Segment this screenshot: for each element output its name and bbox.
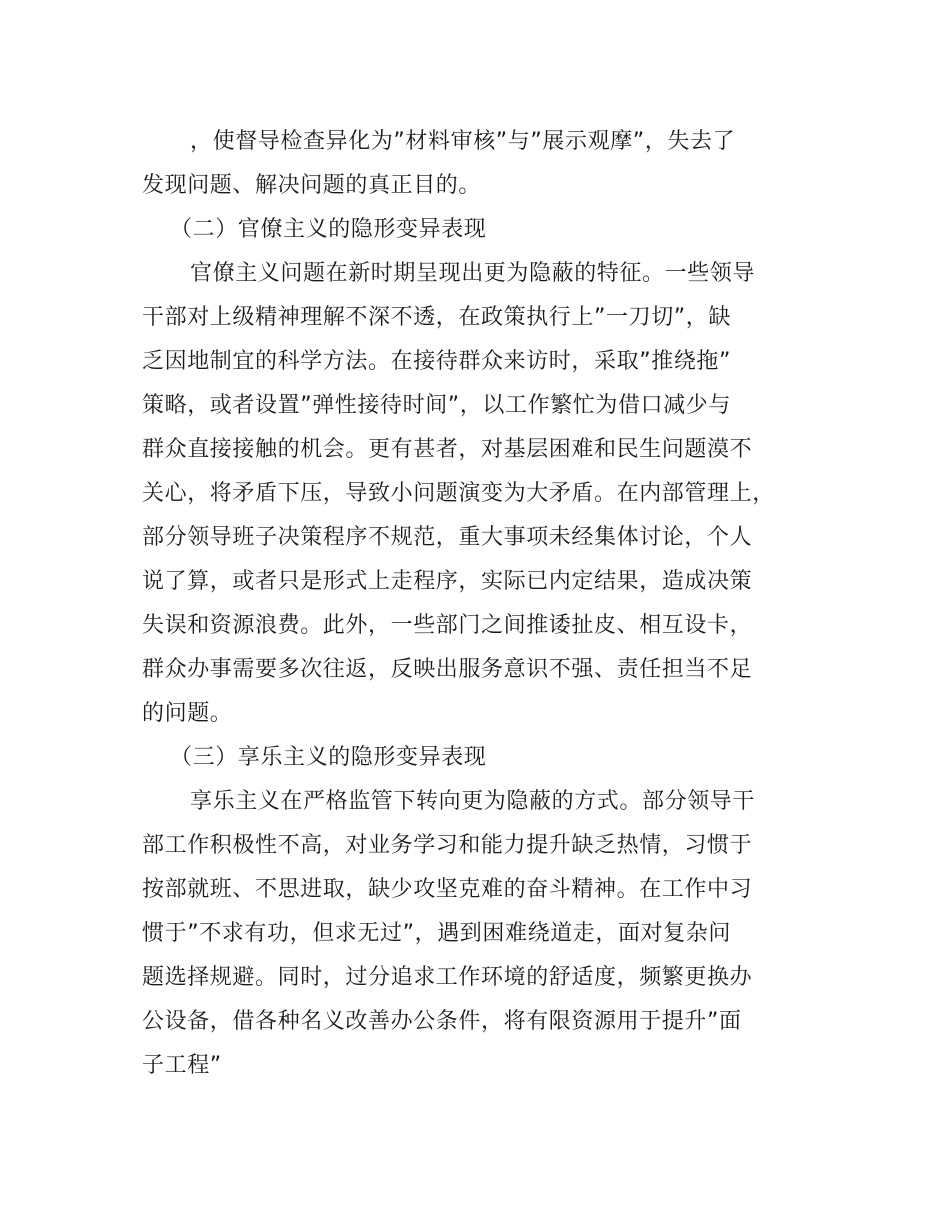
document-page <box>142 120 812 1088</box>
text-line: 群众办事需要多次往返，反映出服务意识不强、责任担当不足 <box>142 657 753 682</box>
text-line: 的问题。 <box>142 701 233 726</box>
text-line: 公设备，借各种名义改善办公条件，将有限资源用于提升”面 <box>142 1009 742 1034</box>
text-line: 部分领导班子决策程序不规范，重大事项未经集体讨论，个人 <box>142 525 753 550</box>
text-line: ，使督导检查异化为”材料审核”与”展示观摩”，失去了 <box>190 129 736 154</box>
text-line: 失误和资源浪费。此外，一些部门之间推诿扯皮、相互设卡， <box>142 613 753 638</box>
text-line: 按部就班、不思进取，缺少攻坚克难的奋斗精神。在工作中习 <box>142 877 753 902</box>
paragraph-bureaucracy <box>142 252 812 736</box>
text-line: 子工程” <box>142 1053 222 1078</box>
text-line: 关心，将矛盾下压，导致小问题演变为大矛盾。在内部管理上， <box>142 481 775 506</box>
paragraph-continued <box>142 120 812 208</box>
section-heading-bureaucracy: （二）官僚主义的隐形变异表现 <box>170 217 487 242</box>
text-line: 惯于”不求有功，但求无过”，遇到困难绕道走，面对复杂问 <box>142 921 731 946</box>
text-line: 干部对上级精神理解不深不透，在政策执行上”一刀切”，缺 <box>142 305 731 330</box>
text-line: 发现问题、解决问题的真正目的。 <box>142 173 482 198</box>
text-line: 说了算，或者只是形式上走程序，实际已内定结果，造成决策 <box>142 569 753 594</box>
paragraph-hedonism <box>142 780 812 1088</box>
text-line: 享乐主义在严格监管下转向更为隐蔽的方式。部分领导干 <box>190 789 756 814</box>
text-line: 群众直接接触的机会。更有甚者，对基层困难和民生问题漠不 <box>142 437 753 462</box>
text-line: 部工作积极性不高，对业务学习和能力提升缺乏热情，习惯于 <box>142 833 753 858</box>
text-line: 策略，或者设置”弹性接待时间”，以工作繁忙为借口减少与 <box>142 393 731 418</box>
section-heading-hedonism: （三）享乐主义的隐形变异表现 <box>170 745 487 770</box>
text-line: 乏因地制宜的科学方法。在接待群众来访时，采取”推绕拖” <box>142 349 731 374</box>
text-line: 官僚主义问题在新时期呈现出更为隐蔽的特征。一些领导 <box>190 261 756 286</box>
text-line: 题选择规避。同时，过分追求工作环境的舒适度，频繁更换办 <box>142 965 753 990</box>
